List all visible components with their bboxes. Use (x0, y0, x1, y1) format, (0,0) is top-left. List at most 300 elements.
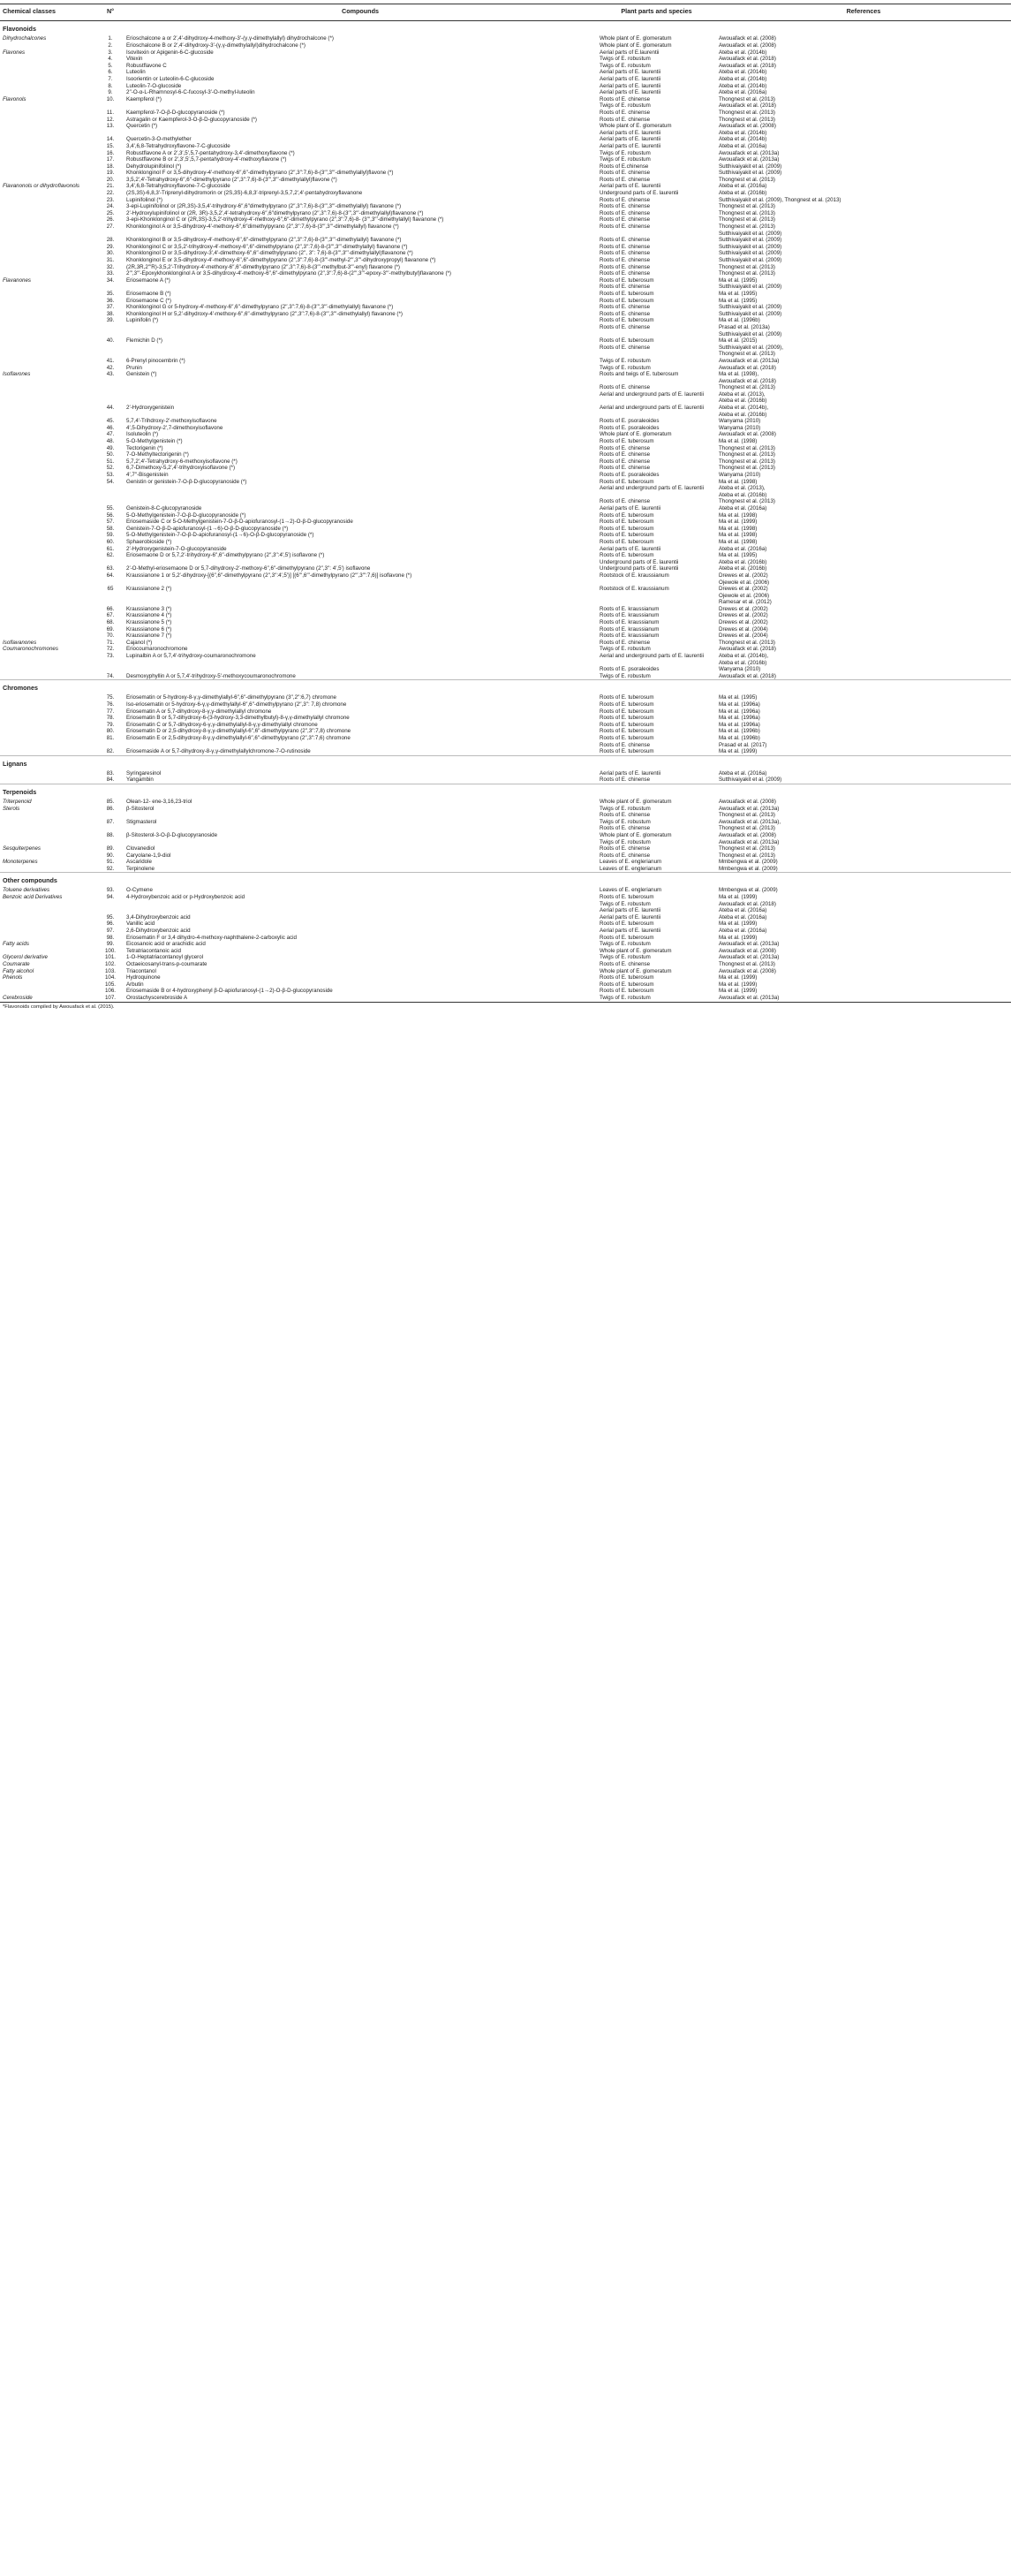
table-row (0, 384, 1011, 391)
chemical-class-cell (0, 224, 97, 231)
chemical-class-cell (0, 825, 97, 832)
reference-cell: Awouafack et al. (2018) (719, 102, 776, 110)
compound-cell: Dehydrolupinifolinol (*) (126, 163, 182, 170)
compound-cell: O-Cymene (126, 887, 153, 894)
plant-part-cell: Roots of E. chinense (600, 444, 651, 451)
chemical-class-cell (0, 358, 97, 365)
reference-cell: Ateba et al. (2016b) (719, 398, 767, 405)
reference-cell: Mmbengwa et al. (2009) (719, 887, 778, 894)
reference-cell: Awouafack et al. (2008) (719, 967, 776, 974)
chemical-class-cell (0, 418, 97, 425)
reference-cell: Thongnest et al. (2013) (719, 825, 775, 832)
compound-cell: Tetratriacontanoic acid (126, 947, 181, 954)
table-row (0, 83, 1011, 90)
table-row (0, 378, 1011, 385)
plant-part-cell: Twigs of E. robustum (600, 102, 651, 110)
number-cell (97, 907, 124, 914)
table-row (0, 96, 1011, 103)
reference-cell: Mmbengwa et al. (2009) (719, 859, 778, 866)
number-cell (97, 391, 124, 398)
compound-cell (124, 324, 597, 331)
table-row (0, 941, 1011, 948)
number-cell: 11. (106, 109, 115, 116)
plant-part-cell: Roots of E. chinense (600, 109, 651, 116)
plant-part-cell: Roots of E. tuberosum (600, 708, 654, 715)
number-cell: 35. (106, 290, 115, 297)
table-row (0, 845, 1011, 852)
chemical-class-cell (0, 839, 97, 846)
table-row (0, 304, 1011, 311)
plant-part-cell: Twigs of E. robustum (600, 62, 651, 69)
chemical-class-cell (0, 653, 97, 660)
reference-cell: Thongnest et al. (2013) (719, 116, 775, 123)
plant-part-cell: Roots of E. tuberosum (600, 934, 654, 941)
number-cell: 30. (106, 250, 115, 257)
reference-cell: Ateba et al. (2016b) (719, 411, 767, 418)
section-row (0, 755, 1011, 770)
number-cell: 43. (106, 371, 115, 378)
number-cell: 2. (108, 42, 113, 49)
chemical-class-cell (0, 770, 97, 777)
compound-cell (124, 130, 597, 137)
compound-cell: Khonklonginol F or 3,5-dihydroxy-4′-methoxy-6′′,6′′-dimethylpyrano (2′′,3′′:7,6)-8-(3′′′,3′′′-dimethylallyl)flavone (*) (126, 170, 394, 177)
plant-part-cell (597, 351, 716, 358)
number-cell: 57. (106, 519, 115, 526)
number-cell: 61. (106, 545, 115, 552)
chemical-class-cell (0, 666, 97, 673)
number-cell: 44. (106, 405, 115, 412)
reference-cell: Wanyama (2010) (719, 472, 761, 478)
number-cell: 8. (108, 82, 113, 89)
plant-part-cell: Roots of E. tuberosum (600, 734, 654, 741)
compound-cell: Flemichin D (*) (126, 337, 162, 345)
plant-part-cell: Roots of E. psoraleoides (600, 424, 660, 431)
table-row (0, 646, 1011, 653)
plant-part-cell: Roots of E. tuberosum (600, 337, 654, 345)
compound-cell: Robustflavone A or 2′,3′,5′,5,7-pentahydroxy-3,4′-dimethoxyflavone (*) (126, 149, 295, 156)
reference-cell: Drewes et al. (2002) (719, 612, 768, 619)
compound-cell: Genistein-7-O-β-D-apiofuranosyl-(1→6)-O-β-D-glucopyranoside (*) (126, 525, 289, 532)
reference-cell: Thongnest et al. (2013) (719, 176, 775, 183)
section-title: Terpenoids (0, 784, 1011, 799)
chemical-class-cell (0, 177, 97, 184)
table-row (0, 49, 1011, 57)
number-cell (97, 825, 124, 832)
table-row (0, 640, 1011, 647)
reference-cell: Thongnest et al. (2013) (719, 451, 775, 458)
chemical-class-cell (0, 907, 97, 914)
table-row (0, 907, 1011, 914)
reference-cell: Thongnest et al. (2013) (719, 498, 775, 505)
compound-cell: 3-epi-Khonklonginol C or (2R,3S)-3,5,2′-trihydroxy-4′-methoxy-6′′,6′′-dimethylpyrano (2′′,3′′:7,6)-8- (3′′′,3′′′-dimethylallyl) flavanone (*) (126, 216, 444, 224)
compound-cell: Khonklonginol A or 3,5-dihydroxy-4′-methoxy-6′′,6′′dimethylpyrano (2′′,3′′:7,6)-8-(3′′′,3′′′-dimethylallyl) flavanone (*) (126, 224, 399, 231)
reference-cell: Thongnest et al. (2013) (719, 812, 775, 819)
number-cell: 9. (108, 89, 113, 96)
compound-cell: Quercetin (*) (126, 123, 158, 130)
number-cell: 12. (106, 116, 115, 123)
table-row (0, 445, 1011, 452)
number-cell: 22. (106, 190, 115, 197)
compound-cell: 6,7-Dimethoxy-5,2′,4′-trihydroxyisoflavone (*) (126, 465, 236, 472)
table-row (0, 532, 1011, 539)
reference-cell: Ateba et al. (2016a) (719, 545, 767, 552)
chemical-class-cell (0, 694, 97, 701)
chemical-class-cell (0, 465, 97, 472)
reference-cell: Sutthivaiyakit et al. (2009) (719, 284, 782, 291)
reference-cell: Thongnest et al. (2013) (719, 639, 775, 646)
chemical-class-cell (0, 425, 97, 432)
number-cell: 26. (106, 216, 115, 224)
plant-part-cell: Roots of E. kraussianum (600, 633, 660, 640)
compound-cell: Arbutin (126, 981, 144, 988)
plant-part-cell: Roots of E. chinense (600, 498, 651, 505)
plant-part-cell: Roots of E. psoraleoides (600, 472, 660, 478)
compound-cell: 1-O-Heptatriacontanoyl glycerol (126, 954, 204, 961)
chemical-class-cell (0, 748, 97, 755)
reference-cell: Awouafack et al. (2013a) (719, 149, 780, 156)
chemical-class-cell (0, 451, 97, 458)
reference-cell: Thongnest et al. (2013) (719, 95, 775, 102)
compound-cell: Isoorientin or Luteolin-6-C-glucoside (126, 75, 215, 82)
chemical-class-cell: Coumaronochromones (3, 646, 58, 653)
number-cell: 4. (108, 56, 113, 63)
plant-part-cell: Whole plant of E. glomeratum (600, 967, 672, 974)
number-cell (97, 901, 124, 908)
chemical-class-cell (0, 143, 97, 150)
plant-part-cell: Roots of E. chinense (600, 243, 651, 250)
reference-cell: Thongnest et al. (2013) (719, 263, 775, 270)
plant-part-cell: Roots of E. tuberosum (600, 532, 654, 539)
number-cell: 54. (106, 478, 115, 485)
plant-part-cell: Roots of E. kraussianum (600, 619, 660, 626)
plant-part-cell: Aerial parts of E. laurentii (600, 129, 661, 136)
number-cell (97, 398, 124, 405)
table-row (0, 708, 1011, 716)
reference-cell: Drewes et al. (2004) (719, 633, 768, 640)
compound-cell (124, 412, 597, 419)
compound-cell: Olean-12- ene-3,16,23-triol (126, 798, 192, 805)
chemical-class-cell (0, 284, 97, 291)
number-cell (97, 130, 124, 137)
number-cell: 64. (106, 572, 115, 579)
plant-part-cell: Twigs of E. robustum (600, 357, 651, 364)
reference-cell: Drewes et al. (2002) (719, 586, 768, 593)
chemical-class-cell (0, 83, 97, 90)
table-row (0, 177, 1011, 184)
table-row (0, 812, 1011, 819)
number-cell: 49. (106, 444, 115, 451)
reference-cell: Ma et al. (1996b) (719, 728, 760, 735)
chemical-class-cell (0, 210, 97, 217)
compound-cell (124, 384, 597, 391)
table-row (0, 887, 1011, 894)
reference-cell: Ateba et al. (2013), (719, 390, 766, 398)
compound-cell: 3,4′,6,8-Tetrahydroxyflavone-7-C-glucoside (126, 142, 230, 149)
chemical-class-cell (0, 492, 97, 499)
compound-cell: 2′-O-Methyl-eriosemaone D or 5,7-dihydroxy-2′-methoxy-6′′,6′′-dimethylpyrano (2′′,3′′: 4′,5′) isoflavone (126, 565, 371, 572)
table-row (0, 619, 1011, 626)
table-row (0, 819, 1011, 826)
plant-part-cell: Roots of E. chinense (600, 284, 651, 291)
number-cell: 29. (106, 243, 115, 250)
number-cell: 94. (106, 894, 115, 901)
table-row (0, 981, 1011, 989)
table-row (0, 63, 1011, 70)
plant-part-cell: Roots of E. chinense (600, 209, 651, 216)
table-row (0, 143, 1011, 150)
chemical-class-cell: Flavanonols or dihydroflavonols (3, 183, 80, 190)
table-row (0, 89, 1011, 96)
number-cell: 5. (108, 62, 113, 69)
chemical-class-cell (0, 539, 97, 546)
plant-part-cell: Roots of E. chinense (600, 263, 651, 270)
chemical-class-cell (0, 565, 97, 572)
reference-cell: Awouafack et al. (2008) (719, 798, 776, 805)
table-row (0, 76, 1011, 83)
header-compounds: Compounds (124, 4, 597, 21)
reference-cell: Thongnest et al. (2013) (719, 109, 775, 116)
number-cell: 45. (106, 418, 115, 425)
table-row (0, 337, 1011, 345)
compound-cell (124, 231, 597, 238)
plant-part-cell: Twigs of E. robustum (600, 900, 651, 907)
compound-cell: Kraussianone 7 (*) (126, 633, 172, 640)
plant-part-cell: Roots of E. chinense (600, 845, 651, 852)
plant-part-cell: Whole plant of E. glomeratum (600, 798, 672, 805)
table-row (0, 190, 1011, 197)
chemical-class-cell (0, 110, 97, 117)
plant-part-cell: Roots of E. chinense (600, 852, 651, 859)
table-row (0, 974, 1011, 981)
reference-cell: Sutthivaiyakit et al. (2009) (719, 777, 782, 784)
section-title: Lignans (0, 755, 1011, 770)
reference-cell: Awouafack et al. (2013a) (719, 994, 780, 1001)
number-cell: 24. (106, 203, 115, 210)
number-cell: 66. (106, 605, 115, 612)
compound-cell (124, 391, 597, 398)
section-title: Chromones (0, 680, 1011, 695)
reference-cell: Ma et al. (1996a) (719, 715, 760, 722)
chemical-class-cell (0, 69, 97, 76)
plant-part-cell: Roots of E. chinense (600, 216, 651, 224)
number-cell: 78. (106, 715, 115, 722)
compound-cell: Yangambin (126, 777, 154, 784)
number-cell: 105. (104, 981, 117, 988)
plant-part-cell: Twigs of E. robustum (600, 149, 651, 156)
number-cell: 18. (106, 163, 115, 170)
table-row (0, 914, 1011, 921)
compound-cell (124, 378, 597, 385)
compound-cell: 5,7,4′-Trihdroxy-2′-methoxyisoflavone (126, 418, 217, 425)
plant-part-cell: Aerial parts of E. laurentii (600, 82, 661, 89)
number-cell: 41. (106, 357, 115, 364)
plant-part-cell: Underground parts of E. laurentii (600, 565, 679, 572)
number-cell: 106. (104, 988, 117, 995)
reference-cell: Ateba et al. (2013), (719, 485, 766, 492)
number-cell: 62. (106, 552, 115, 559)
compound-cell: 2′′-O-α-L-Rhamnosyl-6-C-fucosyl-3′-O-methyl-luteolin (126, 89, 255, 96)
table-row (0, 921, 1011, 928)
table-row (0, 257, 1011, 264)
compound-cell: Ascaridole (126, 859, 152, 866)
plant-part-cell: Aerial parts of E. laurentii (600, 504, 661, 511)
reference-cell: Awouafack et al. (2013a) (719, 941, 780, 948)
reference-cell: Ma et al. (1999) (719, 894, 758, 901)
compound-cell: Kraussianone 1 or 5,2′-dihydroxy-[(6′′,6′′-dimethylpyrano (2′′,3′′:4′,5′)] [(6′′′,6′′′-dimethylpyrano (2′′′,3′′′:7,6)] isoflavone (*) (126, 572, 412, 579)
plant-part-cell: Roots of E. chinense (600, 116, 651, 123)
reference-cell: Awouafack et al. (2013a) (719, 357, 780, 364)
number-cell: 85. (106, 798, 115, 805)
compound-cell: Eriosematin D or 2,5-dihydroxy-8-γ,γ-dimethylallyl-6′′,6′′-dimethylpyrano (2′′,3′′:7,8) chromone (126, 728, 351, 735)
plant-part-cell: Roots of E. chinense (600, 270, 651, 277)
table-row (0, 519, 1011, 526)
reference-cell: Drewes et al. (2002) (719, 572, 768, 579)
header-number: N° (97, 4, 124, 21)
compound-cell: 2′-Hydroxylupinifolinol or (2R, 3R)-3,5,2′,4′-tetrahydroxy-6′′,6′′dimethylpyrano (2′′,3′′:7,6)-8-(3′′′,3′′′-dimethylallyl)flavanone (*) (126, 209, 424, 216)
reference-cell: Ateba et al. (2016a) (719, 142, 767, 149)
number-cell: 88. (106, 831, 115, 838)
chemical-class-cell (0, 832, 97, 839)
compound-cell: Syringaresinol (126, 769, 162, 777)
table-row (0, 291, 1011, 298)
plant-part-cell: Twigs of E. robustum (600, 805, 651, 812)
number-cell: 65 (107, 586, 114, 593)
compound-cell: Tectorigenin (*) (126, 444, 163, 451)
number-cell: 98. (106, 934, 115, 941)
table-row (0, 311, 1011, 318)
reference-cell: Ateba et al. (2016b) (719, 491, 767, 498)
plant-part-cell (597, 412, 716, 419)
reference-cell: Thongnest et al. (2013) (719, 465, 775, 472)
number-cell: 6. (108, 69, 113, 76)
compound-cell: Vitexin (126, 56, 143, 63)
compound-cell: β-Sitosterol-3-O-β-D-glucopyranoside (126, 831, 218, 838)
number-cell: 58. (106, 525, 115, 532)
plant-part-cell: Aerial parts of E. laurentii (600, 907, 661, 914)
reference-cell: Ma et al. (1999) (719, 921, 758, 928)
plant-part-cell: Roots of E. tuberosum (600, 538, 654, 545)
chemical-class-cell (0, 948, 97, 955)
section-row (0, 873, 1011, 888)
plant-part-cell: Aerial and underground parts of E. laurentii (600, 390, 704, 398)
number-cell: 38. (106, 310, 115, 317)
reference-cell: Thongnest et al. (2013) (719, 384, 775, 391)
compound-cell: Eriosemaone C (*) (126, 297, 171, 304)
reference-cell: Awouafack et al. (2018) (719, 672, 776, 679)
document (0, 0, 1011, 1012)
compound-cell: Stigmasterol (126, 818, 157, 825)
reference-cell: Sutthivaiyakit et al. (2009) (719, 310, 782, 317)
table-row (0, 701, 1011, 708)
plant-part-cell (597, 231, 716, 238)
table-row (0, 117, 1011, 124)
chemical-class-cell (0, 190, 97, 197)
number-cell: 102. (104, 961, 117, 967)
table-row (0, 995, 1011, 1002)
number-cell: 10. (106, 95, 115, 102)
compound-cell: 2,6-Dihydroxybenzoic acid (126, 928, 191, 935)
reference-cell: Ojewole et al. (2006) (719, 579, 770, 586)
number-cell: 81. (106, 734, 115, 741)
compound-cell: Lupinifolin (*) (126, 317, 159, 324)
reference-cell: Wanyama (2010) (719, 666, 761, 673)
chemical-class-cell (0, 324, 97, 331)
plant-part-cell: Aerial and underground parts of E. laurentii (600, 485, 704, 492)
chemical-class-cell (0, 231, 97, 238)
number-cell: 32. (106, 263, 115, 270)
chemical-class-cell (0, 928, 97, 935)
table-row (0, 170, 1011, 177)
table-row (0, 35, 1011, 42)
table-row (0, 345, 1011, 352)
plant-part-cell: Aerial parts of E. laurentii (600, 89, 661, 96)
table-row (0, 961, 1011, 968)
table-row (0, 653, 1011, 660)
number-cell (97, 812, 124, 819)
reference-cell: Ma et al. (1999) (719, 748, 758, 755)
compound-cell: Eriosemaside C or 5-O-Methylgenistein-7-O-β-D-apiofuranosyl-(1→2)-O-β-D-glucopyranoside (126, 519, 353, 526)
compound-cell (124, 331, 597, 338)
chemical-class-cell (0, 586, 97, 593)
reference-cell: Awouafack et al. (2008) (719, 947, 776, 954)
number-cell: 96. (106, 921, 115, 928)
table-row (0, 358, 1011, 365)
chemical-class-cell (0, 580, 97, 587)
chemical-class-cell (0, 264, 97, 271)
compound-cell (124, 492, 597, 499)
chemical-class-cell (0, 304, 97, 311)
reference-cell: Awouafack et al. (2008) (719, 42, 776, 49)
plant-part-cell: Roots of E. chinense (600, 344, 651, 351)
table-row (0, 546, 1011, 553)
chemical-class-cell (0, 117, 97, 124)
reference-cell: Thongnest et al. (2013) (719, 845, 775, 852)
plant-part-cell: Aerial parts of E. laurentii (600, 142, 661, 149)
table-row (0, 264, 1011, 271)
table-row (0, 968, 1011, 975)
compound-cell: Prunin (126, 364, 142, 371)
table-row (0, 479, 1011, 486)
table-row (0, 412, 1011, 419)
compound-cell: Khonklonginol B or 3,5-dihydroxy-4′-methoxy-6′′,6′′-dimethylpyrano (2′′,3′′:7,6)-8-(3′′′,3′′′-dimethylallyl) flavanone (*) (126, 237, 402, 244)
plant-part-cell: Leaves of E. englerianum (600, 865, 662, 872)
reference-cell: Awouafack et al. (2008) (719, 431, 776, 438)
compound-cell: Eriosemaside A or 5,7-dihydroxy-8-γ,γ-dimethylallylchromone-7-O-rutinoside (126, 748, 311, 755)
compound-cell: Khonklonginol C or 3,5,2′-trihydroxy-4′-methoxy-6′′,6′′-dimethylpyrano (2′′,3′′:7,6)-8-(3′′′,3′′′-dimethylallyl) flavanone (*) (126, 243, 408, 250)
number-cell: 40. (106, 337, 115, 345)
number-cell: 59. (106, 532, 115, 539)
plant-part-cell (597, 398, 716, 405)
plant-part-cell: Whole plant of E. glomeratum (600, 123, 672, 130)
chemical-class-cell (0, 458, 97, 466)
plant-part-cell: Roots and twigs of E. tuberosum (600, 371, 679, 378)
reference-cell: Prasad et al. (2013a) (719, 323, 770, 330)
chemical-class-cell (0, 812, 97, 819)
table-row (0, 216, 1011, 224)
chemical-class-cell (0, 988, 97, 995)
table-row (0, 398, 1011, 405)
reference-cell: Ma et al. (1999) (719, 981, 758, 988)
table-row (0, 197, 1011, 204)
compound-cell (124, 351, 597, 358)
number-cell: 68. (106, 619, 115, 626)
plant-part-cell: Underground parts of E. laurentii (600, 558, 679, 565)
compound-cell (124, 812, 597, 819)
chemical-class-cell (0, 203, 97, 210)
compound-cell: 3-epi-Lupinifolinol or (2R,3S)-3,5,4′-trihydroxy-6′′,6′′dimethylpyrano (2′′,3′′:7,6)-8-(3′′′,3′′′-dimethylallyl) flavanone (*) (126, 203, 402, 210)
number-cell: 75. (106, 694, 115, 701)
section-row (0, 21, 1011, 36)
